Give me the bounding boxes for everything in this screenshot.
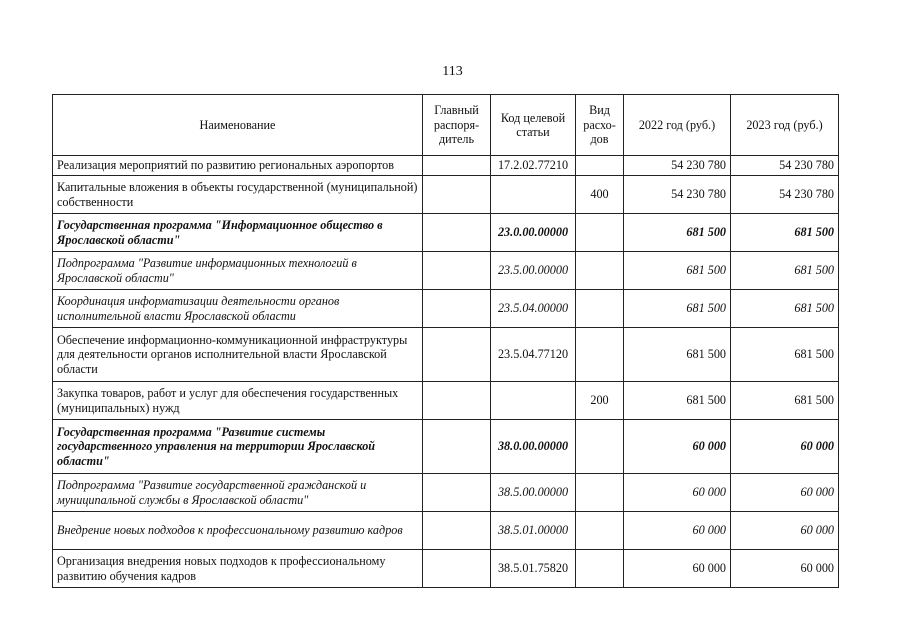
row-glavny	[423, 550, 491, 588]
row-code: 38.5.01.00000	[491, 512, 576, 550]
row-name: Внедрение новых подходов к профессиональному развитию кадров	[53, 512, 423, 550]
row-2022: 60 000	[624, 420, 731, 474]
header-glavny: Главный распоря-дитель	[423, 95, 491, 156]
row-2022: 60 000	[624, 550, 731, 588]
header-code: Код целевой статьи	[491, 95, 576, 156]
row-code	[491, 176, 576, 214]
row-2022: 681 500	[624, 382, 731, 420]
row-name: Капитальные вложения в объекты государственной (муниципальной) собственности	[53, 176, 423, 214]
row-vid: 400	[576, 176, 624, 214]
row-code: 38.0.00.00000	[491, 420, 576, 474]
row-glavny	[423, 156, 491, 176]
table-row	[53, 290, 839, 328]
row-name: Организация внедрения новых подходов к профессиональному развитию обучения кадров	[53, 550, 423, 588]
row-name: Реализация мероприятий по развитию региональных аэропортов	[53, 156, 423, 176]
table-row	[53, 474, 839, 512]
row-name: Государственная программа "Информационное общество в Ярославской области"	[53, 214, 423, 252]
row-vid	[576, 290, 624, 328]
row-glavny	[423, 290, 491, 328]
row-vid	[576, 474, 624, 512]
row-code: 17.2.02.77210	[491, 156, 576, 176]
row-vid	[576, 420, 624, 474]
row-2022: 681 500	[624, 290, 731, 328]
table-row	[53, 550, 839, 588]
row-code: 23.5.04.77120	[491, 328, 576, 382]
row-name: Закупка товаров, работ и услуг для обеспечения государственных (муниципальных) нужд	[53, 382, 423, 420]
row-2023: 681 500	[731, 382, 839, 420]
row-2023: 54 230 780	[731, 156, 839, 176]
table-row	[53, 382, 839, 420]
table-row	[53, 512, 839, 550]
row-glavny	[423, 176, 491, 214]
row-vid	[576, 214, 624, 252]
row-2023: 681 500	[731, 252, 839, 290]
row-name: Подпрограмма "Развитие информационных технологий в Ярославской области"	[53, 252, 423, 290]
table-row	[53, 252, 839, 290]
row-2023: 60 000	[731, 512, 839, 550]
table-row	[53, 214, 839, 252]
row-vid	[576, 550, 624, 588]
row-2022: 54 230 780	[624, 176, 731, 214]
row-2022: 681 500	[624, 328, 731, 382]
row-2023: 681 500	[731, 328, 839, 382]
row-glavny	[423, 214, 491, 252]
row-glavny	[423, 474, 491, 512]
header-year-2023: 2023 год (руб.)	[731, 95, 839, 156]
header-vid: Вид расхо-дов	[576, 95, 624, 156]
row-2023: 60 000	[731, 474, 839, 512]
row-code: 23.5.00.00000	[491, 252, 576, 290]
row-2022: 681 500	[624, 214, 731, 252]
row-code: 23.5.04.00000	[491, 290, 576, 328]
row-2022: 60 000	[624, 512, 731, 550]
row-glavny	[423, 420, 491, 474]
row-2022: 54 230 780	[624, 156, 731, 176]
row-2023: 54 230 780	[731, 176, 839, 214]
row-glavny	[423, 252, 491, 290]
row-2023: 681 500	[731, 214, 839, 252]
table-row	[53, 328, 839, 382]
table-row	[53, 176, 839, 214]
row-vid	[576, 512, 624, 550]
row-name: Подпрограмма "Развитие государственной гражданской и муниципальной службы в Ярославской области"	[53, 474, 423, 512]
page-number: 113	[442, 64, 463, 79]
row-name: Обеспечение информационно-коммуникационной инфраструктуры для деятельности органов исполнительной власти Ярославской области	[53, 328, 423, 382]
table-row	[53, 420, 839, 474]
header-name: Наименование	[53, 95, 423, 156]
row-2023: 60 000	[731, 420, 839, 474]
row-2022: 681 500	[624, 252, 731, 290]
row-glavny	[423, 328, 491, 382]
row-code	[491, 382, 576, 420]
row-vid	[576, 156, 624, 176]
row-name: Координация информатизации деятельности органов исполнительной власти Ярославской области	[53, 290, 423, 328]
row-code: 23.0.00.00000	[491, 214, 576, 252]
row-2022: 60 000	[624, 474, 731, 512]
row-name: Государственная программа "Развитие системы государственного управления на территории Ярославской области"	[53, 420, 423, 474]
budget-table	[52, 94, 839, 588]
row-vid: 200	[576, 382, 624, 420]
table-header-row	[53, 95, 839, 156]
row-2023: 60 000	[731, 550, 839, 588]
row-glavny	[423, 512, 491, 550]
header-year-2022: 2022 год (руб.)	[624, 95, 731, 156]
table-row	[53, 156, 839, 176]
row-code: 38.5.00.00000	[491, 474, 576, 512]
row-vid	[576, 252, 624, 290]
row-code: 38.5.01.75820	[491, 550, 576, 588]
row-glavny	[423, 382, 491, 420]
row-2023: 681 500	[731, 290, 839, 328]
row-vid	[576, 328, 624, 382]
